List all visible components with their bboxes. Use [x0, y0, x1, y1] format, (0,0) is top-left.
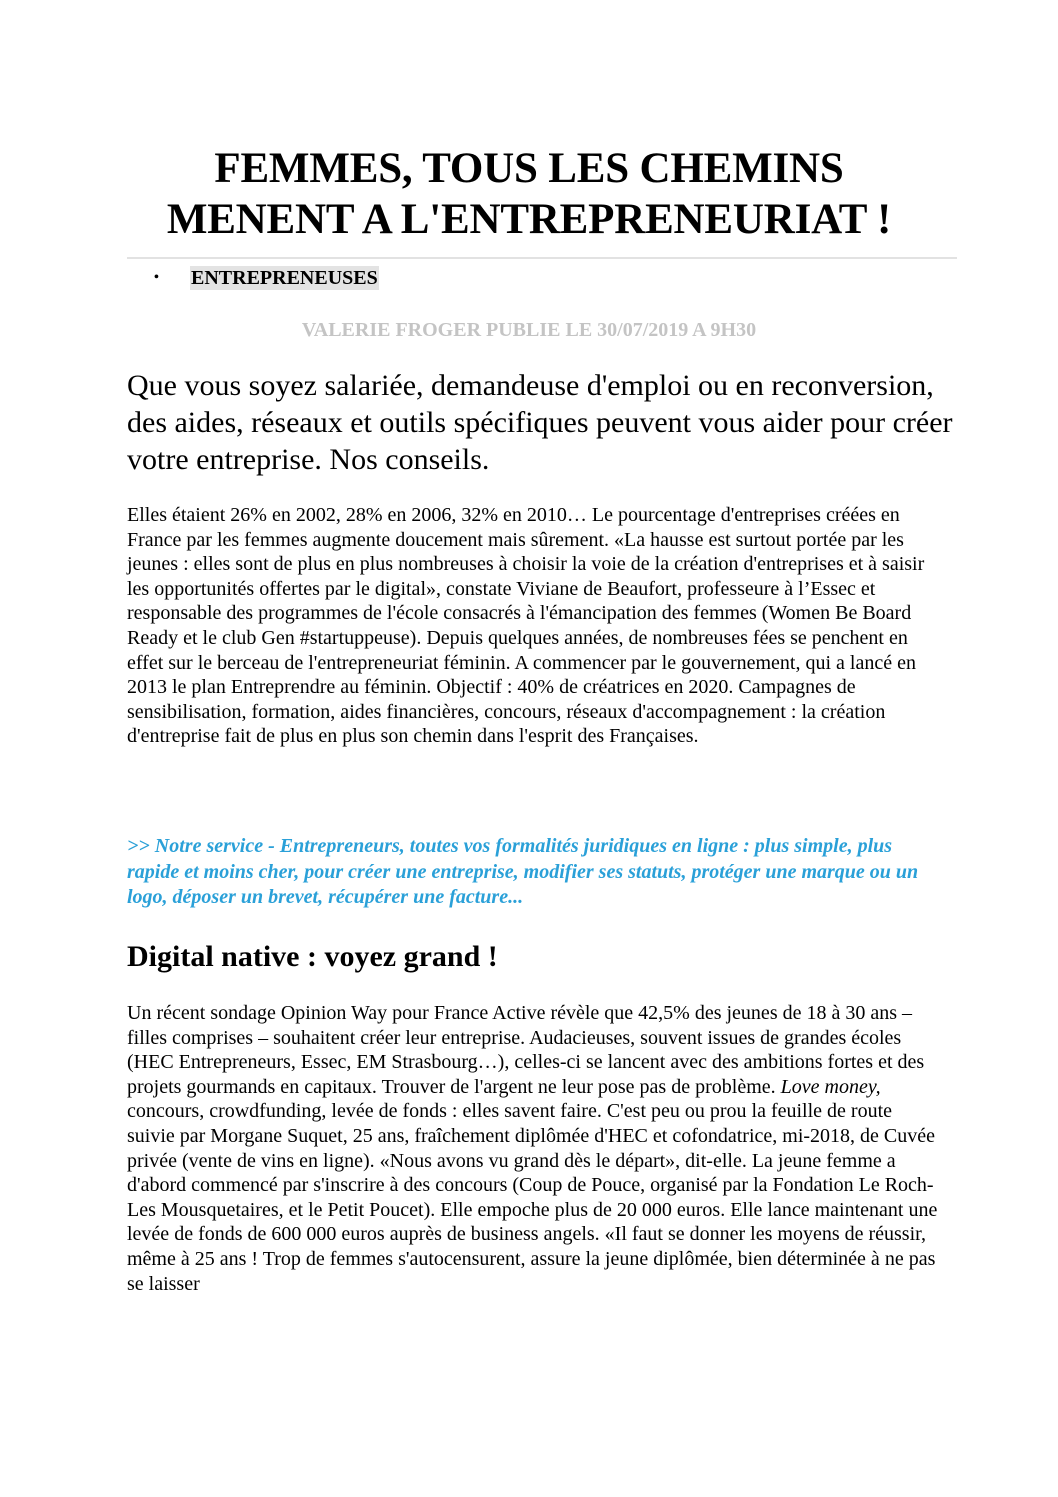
section-heading: Digital native : voyez grand ! — [127, 940, 498, 973]
paragraph-text: concours, crowdfunding, levée de fonds : elles savent faire. C'est peu ou prou la feuille de route suivie par Morgane Suquet, 25 ans, fraîchement diplômée d'HEC et cofondatrice, mi-2018, de Cuvée privée (vente de vins en ligne). «Nous avons vu grand dès le départ», dit-elle. La jeune femme a d'abord commencé par s'inscrire à des concours (Coup de Pouce, organisé par la Fondation Le Roch-Les Mousquetaires, et le Petit Poucet). Elle empoche plus de 20 000 euros. Elle lance maintenant une levée de fonds de 600 000 euros auprès de business angels. «Il faut se donner les moyens de réussir, même à 25 ans ! Trop de femmes s'autocensurent, assure la jeune diplômée, bien déterminée à ne pas se laisser — [127, 1100, 938, 1295]
article-byline: VALERIE FROGER PUBLIE LE 30/07/2019 A 9H30 — [301, 319, 757, 341]
paragraph-text: Un récent sondage Opinion Way pour France Active révèle que 42,5% des jeunes de 18 à 30 ans – filles comprises – souhaitent créer leur entreprise. Audacieuses, souvent issues de grandes écoles (HEC Entrepreneurs, Essec, EM Strasbourg…), celles-ci se lancent avec des ambitions fortes et des projets gourmands en capitaux. Trouver de l'argent ne leur pose pas de problème. — [127, 1002, 925, 1098]
bullet-icon: • — [154, 270, 159, 285]
tag-list — [154, 264, 378, 292]
tag-item — [154, 264, 378, 292]
article-paragraph: Elles étaient 26% en 2002, 28% en 2006, 32% en 2010… Le pourcentage d'entreprises créées en France par les femmes augmente doucement mais sûrement. «La hausse est surtout portée par les jeunes : elles sont de plus en plus nombreuses à choisir la voie de la création d'entreprises et à saisir les opportunités offertes par le digital», constate Viviane de Beaufort, professeure à l’Essec et responsable des programmes de l'école consacrés à l'émancipation des femmes (Women Be Board Ready et le club Gen #startuppeuse). Depuis quelques années, de nombreuses fées se penchent en effet sur le berceau de l'entrepreneuriat féminin. A commencer par le gouvernement, qui a lancé en 2013 le plan Entreprendre au féminin. Objectif : 40% de créatrices en 2020. Campagnes de sensibilisation, formation, aides financières, concours, réseaux d'accompagnement : la création d'entreprise fait de plus en plus son chemin dans l'esprit des Françaises. — [127, 504, 925, 748]
paragraph-emphasis: Love money, — [780, 1075, 881, 1098]
service-promo-link[interactable]: >> Notre service - Entrepreneurs, toutes vos formalités juridiques en ligne : plus simple, plus rapide et moins cher, pour créer une entreprise, modifier ses statuts, protéger une marque ou un logo, déposer un brevet, récupérer une facture... — [127, 835, 919, 908]
article-paragraph — [127, 1001, 939, 1296]
article-lead: Que vous soyez salariée, demandeuse d'emploi ou en reconversion, des aides, réseaux et outils spécifiques peuvent vous aider pour créer votre entreprise. Nos conseils. — [127, 369, 953, 476]
title-divider — [127, 257, 957, 259]
article-title-line-2: MENENT A L'ENTREPRENEURIAT ! — [166, 196, 892, 243]
tag-entrepreneuses-link[interactable]: ENTREPRENEUSES — [191, 267, 378, 289]
article-title-line-1: FEMMES, TOUS LES CHEMINS — [214, 145, 844, 192]
article-title — [100, 143, 958, 245]
